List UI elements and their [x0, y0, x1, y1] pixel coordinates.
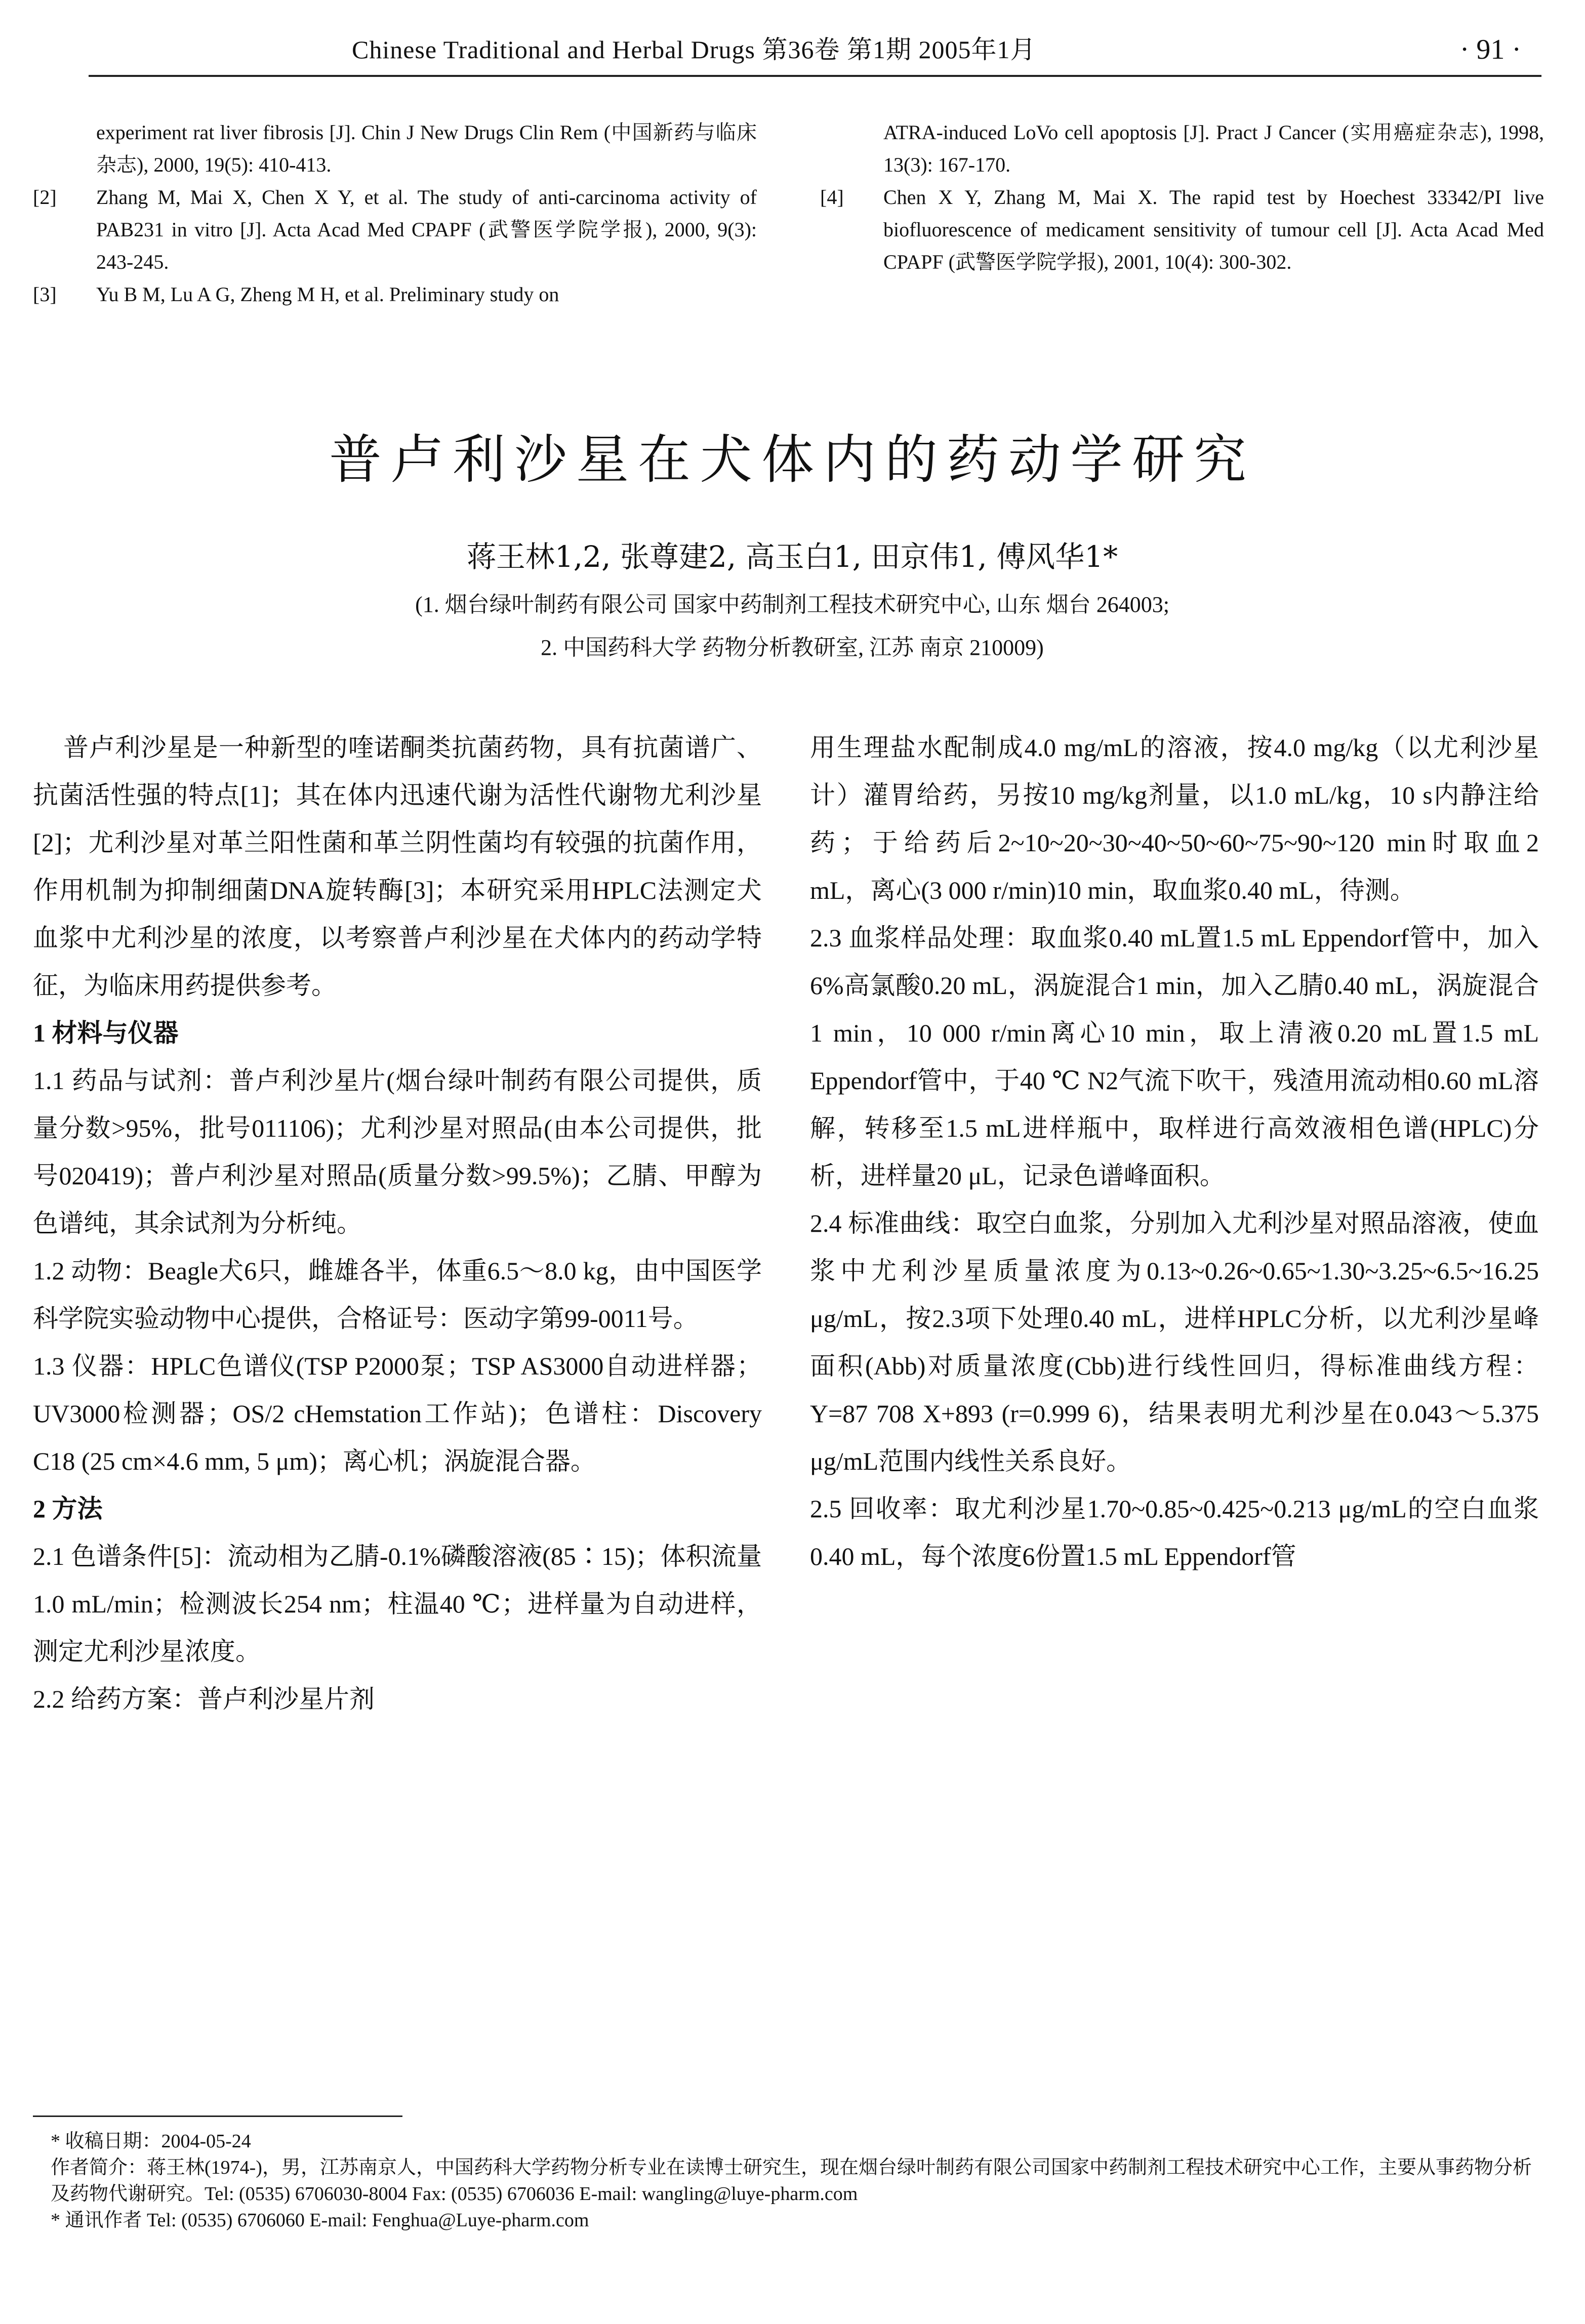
body-paragraph: 2.3 血浆样品处理：取血浆0.40 mL置1.5 mL Eppendorf管中，加入6%高氯酸0.20 mL，涡旋混合1 min，加入乙腈0.40 mL，涡旋混合1 min，10 000 r/min离心10 min，取上清液0.20 mL置1.5 mL Eppendorf管中，于40 ℃ N2气流下吹干，残渣用流动相0.60 mL溶解，转移至1.5 mL进样瓶中，取样进行高效液相色谱(HPLC)分析，进样量20 μL，记录色谱峰面积。 — [810, 924, 1539, 1190]
article-authors: 蒋王林1,2, 张尊建2, 高玉白1, 田京伟1, 傅风华1* — [466, 540, 1118, 574]
affiliation-line: (1. 烟台绿叶制药有限公司 国家中药制剂工程技术研究中心, 山东 烟台 264003; — [415, 592, 1169, 617]
body-paragraph: 用生理盐水配制成4.0 mg/mL的溶液，按4.0 mg/kg（以尤利沙星计）灌胃给药，另按10 mg/kg剂量，以1.0 mL/kg，10 s内静注给药；于给药后2~10~20~30~40~50~60~75~90~120 min时取血2 mL，离心(3 000 r/min)10 min，取血浆0.40 mL，待测。 — [810, 733, 1539, 904]
body-paragraph: 1.1 药品与试剂：普卢利沙星片(烟台绿叶制药有限公司提供，质量分数>95%，批号011106)；尤利沙星对照品(由本公司提供，批号020419)；普卢利沙星对照品(质量分数>99.5%)；乙腈、甲醇为色谱纯，其余试剂为分析纯。 — [33, 1066, 762, 1237]
reference-entry — [820, 181, 1544, 278]
body-paragraph: 1.2 动物：Beagle犬6只，雌雄各半，体重6.5～8.0 kg，由中国医学科学院实验动物中心提供，合格证号：医动字第99-0011号。 — [33, 1257, 762, 1333]
affiliation-line: 2. 中国药科大学 药物分析教研室, 江苏 南京 210009) — [541, 635, 1044, 660]
reference-text: ATRA-induced LoVo cell apoptosis [J]. Pract J Cancer (实用癌症杂志), 1998, 13(3): 167-170. — [883, 121, 1544, 176]
references-left-column — [33, 116, 757, 311]
footnote-corresponding-author: * 通讯作者 Tel: (0535) 6706060 E-mail: Fenghua@Luye-pharm.com — [51, 2210, 589, 2231]
footnote-received-date: * 收稿日期：2004-05-24 — [51, 2131, 251, 2152]
reference-entry — [33, 181, 757, 278]
references-right-column — [820, 116, 1544, 278]
body-paragraph: 普卢利沙星是一种新型的喹诺酮类抗菌药物，具有抗菌谱广、抗菌活性强的特点[1]；其在体内迅速代谢为活性代谢物尤利沙星[2]；尤利沙星对革兰阳性菌和革兰阴性菌均有较强的抗菌作用，作用机制为抑制细菌DNA旋转酶[3]；本研究采用HPLC法测定犬血浆中尤利沙星的浓度，以考察普卢利沙星在犬体内的药动学特征，为临床用药提供参考。 — [33, 733, 762, 1000]
reference-number: [3] — [33, 283, 57, 306]
reference-text: experiment rat liver fibrosis [J]. Chin J New Drugs Clin Rem (中国新药与临床杂志), 2000, 19(5): 410-413. — [96, 121, 757, 176]
body-paragraph: 1.3 仪器：HPLC色谱仪(TSP P2000泵；TSP AS3000自动进样器；UV3000检测器；OS/2 cHemstation工作站)；色谱柱：Discovery C18 (25 cm×4.6 mm, 5 μm)；离心机；涡旋混合器。 — [33, 1352, 762, 1475]
reference-number: [2] — [33, 186, 57, 209]
running-header — [89, 29, 1541, 77]
body-paragraph: 2.4 标准曲线：取空白血浆，分别加入尤利沙星对照品溶液，使血浆中尤利沙星质量浓度为0.13~0.26~0.65~1.30~3.25~6.5~16.25 μg/mL，按2.3项下处理0.40 mL，进样HPLC分析，以尤利沙星峰面积(Abb)对质量浓度(Cbb)进行线性回归，得标准曲线方程：Y=87 708 X+893 (r=0.999 6)，结果表明尤利沙星在0.043～5.375 μg/mL范围内线性关系良好。 — [810, 1209, 1539, 1475]
reference-entry — [33, 116, 757, 181]
article-title: 普卢利沙星在犬体内的药动学研究 — [329, 431, 1255, 489]
journal-name: Chinese Traditional and Herbal Drugs 第36卷 第1期 2005年1月 — [352, 35, 1036, 64]
body-paragraph: 2.1 色谱条件[5]：流动相为乙腈-0.1%磷酸溶液(85∶15)；体积流量1.0 mL/min；检测波长254 nm；柱温40 ℃；进样量为自动进样，测定尤利沙星浓度。 — [33, 1542, 762, 1666]
page-number: · 91 · — [1459, 34, 1521, 65]
section-heading: 2 方法 — [33, 1495, 103, 1523]
reference-text: Zhang M, Mai X, Chen X Y, et al. The study of anti-carcinoma activity of PAB231 in vitro [J]. Acta Acad Med CPAPF (武警医学院学报), 2000, 9(3): 243-245. — [96, 186, 757, 273]
reference-entry — [820, 116, 1544, 181]
reference-text: Chen X Y, Zhang M, Mai X. The rapid test by Hoechest 33342/PI live biofluorescence of medicament sensitivity of tumour cell [J]. Acta Acad Med CPAPF (武警医学院学报), 2001, 10(4): 300-302. — [883, 186, 1544, 273]
body-paragraph: 2.5 回收率：取尤利沙星1.70~0.85~0.425~0.213 μg/mL的空白血浆0.40 mL，每个浓度6份置1.5 mL Eppendorf管 — [810, 1495, 1539, 1570]
reference-entry — [33, 278, 757, 311]
body-left-column — [33, 724, 762, 1723]
footnotes — [51, 2128, 1549, 2233]
footnote-divider — [33, 2115, 402, 2117]
body-paragraph: 2.2 给药方案：普卢利沙星片剂 — [33, 1685, 375, 1713]
body-right-column — [810, 724, 1539, 1580]
reference-text: Yu B M, Lu A G, Zheng M H, et al. Preliminary study on — [96, 283, 559, 306]
section-heading: 1 材料与仪器 — [33, 1019, 179, 1047]
reference-number: [4] — [820, 186, 844, 209]
footnote-author-bio: 作者简介：蒋王林(1974-)，男，江苏南京人，中国药科大学药物分析专业在读博士研究生，现在烟台绿叶制药有限公司国家中药制剂工程技术研究中心工作，主要从事药物分析及药物代谢研究。Tel: (0535) 6706030-8004 Fax: (0535) 6706036 E-mail: wangling@luye-pharm.com — [51, 2157, 1532, 2205]
